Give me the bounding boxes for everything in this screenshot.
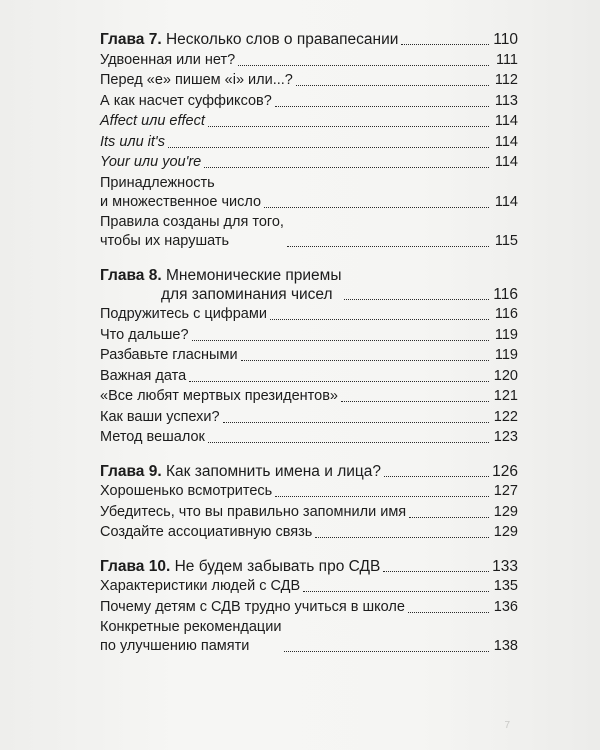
dot-leader: [383, 571, 489, 572]
page-number: 110: [493, 31, 518, 48]
dot-leader: [192, 340, 489, 341]
chapter-title: Не будем забывать про СДВ: [174, 557, 381, 575]
toc-item: Принадлежность и множественное число 114: [100, 174, 518, 210]
dot-leader: [284, 651, 489, 652]
chapter-label: Глава 7.: [100, 31, 162, 48]
toc-item: Affect или effect 114: [100, 113, 518, 129]
chapter-label: Глава 9.: [100, 462, 162, 480]
table-of-contents: [100, 30, 518, 658]
toc-item: Как ваши успехи? 122: [100, 408, 518, 425]
toc-item: Что дальше? 119: [100, 326, 518, 343]
toc-item: Разбавьте гласными 119: [100, 347, 518, 363]
dot-leader: [208, 442, 489, 443]
dot-leader: [264, 207, 489, 208]
dot-leader: [344, 299, 489, 300]
dot-leader: [303, 591, 489, 592]
toc-chapter-10: [100, 557, 518, 576]
chapter-title: Мнемонические приемы: [165, 266, 342, 284]
dot-leader: [287, 246, 489, 247]
dot-leader: [408, 612, 489, 613]
chapter-title: Как запомнить имена и лица?: [165, 462, 382, 480]
dot-leader: [275, 496, 489, 497]
dot-leader: [315, 537, 489, 538]
dot-leader: [238, 65, 489, 66]
toc-item: «Все любят мертвых президентов» 121: [100, 388, 518, 404]
dot-leader: [223, 422, 489, 423]
folio-page-number: 7: [504, 720, 510, 731]
toc-item: Важная дата 120: [100, 367, 518, 384]
dot-leader: [168, 147, 489, 148]
chapter-title: Несколько слов о правапесании: [165, 31, 399, 48]
toc-chapter-7: [100, 30, 518, 49]
chapter-title-cont: для запоминания чисел: [161, 285, 333, 303]
dot-leader: [409, 517, 489, 518]
toc-chapter-9: [100, 462, 518, 481]
dot-leader: [189, 381, 489, 382]
page-number: 126: [492, 462, 518, 480]
toc-item: А как насчет суффиксов? 113: [100, 92, 518, 109]
toc-item: Хорошенько всмотритесь 127: [100, 483, 518, 499]
dot-leader: [241, 360, 489, 361]
toc-item: Почему детям с СДВ трудно учиться в школе 136: [100, 598, 518, 615]
toc-item: Убедитесь, что вы правильно запомнили имя 129: [100, 503, 518, 520]
toc-item: Характеристики людей с СДВ 135: [100, 578, 518, 594]
toc-item: Метод вешалок 123: [100, 429, 518, 445]
dot-leader: [208, 126, 489, 127]
page-number: 116: [493, 285, 518, 303]
toc-item: Конкретные рекомендации по улучшению памяти 138: [100, 619, 518, 654]
toc-item: Удвоенная или нет? 111: [100, 51, 518, 68]
toc-item: Its или it's 114: [100, 133, 518, 150]
dot-leader: [204, 167, 489, 168]
dot-leader: [341, 401, 489, 402]
dot-leader: [401, 44, 489, 45]
dot-leader: [270, 319, 489, 320]
dot-leader: [384, 476, 489, 477]
chapter-label: Глава 10.: [100, 557, 171, 575]
toc-chapter-8: [100, 266, 518, 304]
page-number: 133: [492, 557, 518, 575]
toc-item: Правила созданы для того, чтобы их нарушать 115: [100, 214, 518, 249]
dot-leader: [296, 85, 489, 86]
chapter-label: Глава 8.: [100, 266, 162, 284]
toc-item: Перед «е» пишем «i» или...? 112: [100, 72, 518, 88]
toc-item: Your или you're 114: [100, 154, 518, 170]
dot-leader: [275, 106, 489, 107]
toc-item: Подружитесь с цифрами 116: [100, 306, 518, 322]
toc-item: Создайте ассоциативную связь 129: [100, 524, 518, 540]
